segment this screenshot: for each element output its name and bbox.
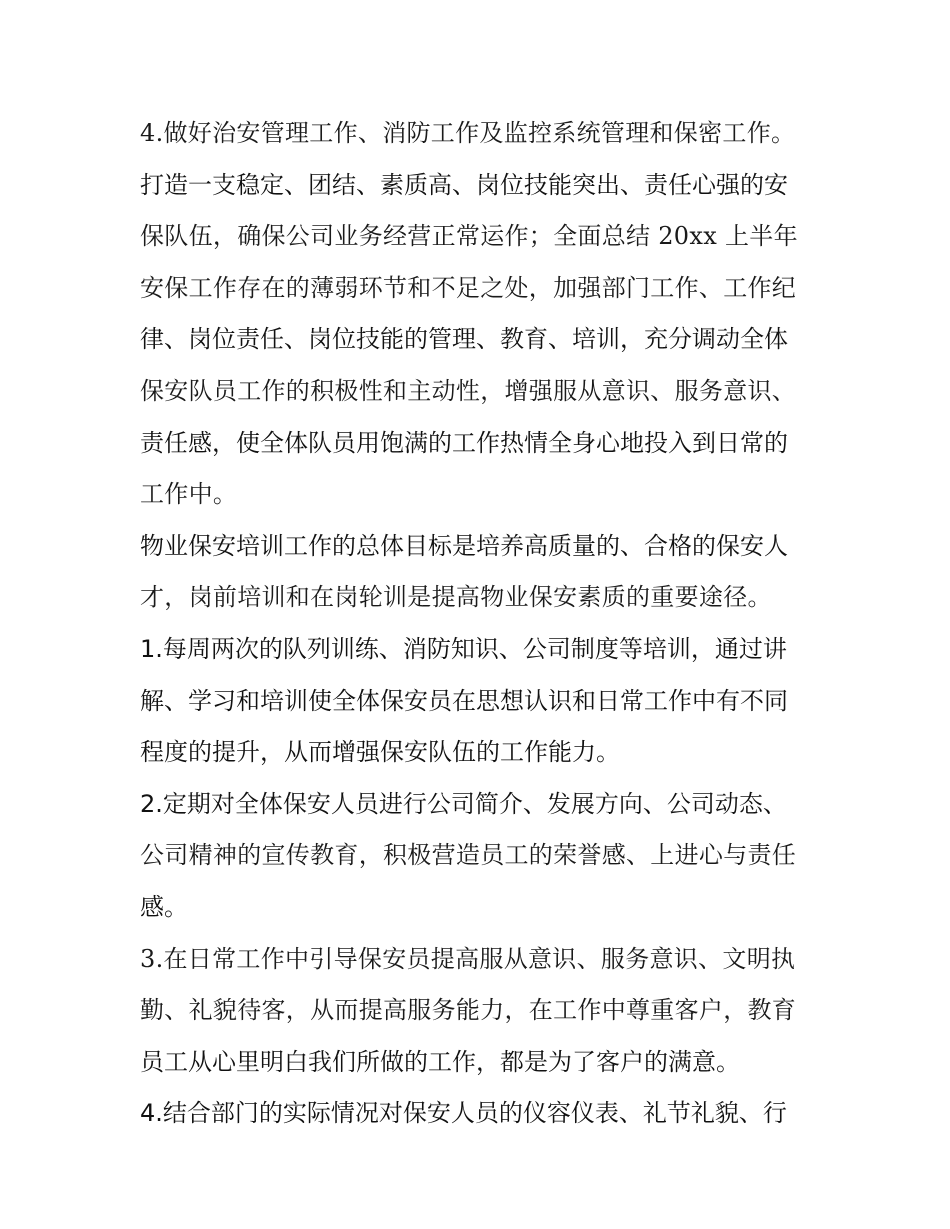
text-line: 安保工作存在的薄弱环节和不足之处，加强部门工作、工作纪 (140, 273, 797, 302)
document-body (140, 108, 820, 1140)
text-line: 4.做好治安管理工作、消防工作及监控系统管理和保密工作。 (140, 119, 796, 147)
text-line: 程度的提升，从而增强保安队伍的工作能力。 (140, 738, 620, 767)
text-line: 保安队员工作的积极性和主动性，增强服从意识、服务意识、 (140, 376, 797, 405)
text-line: 责任感，使全体队员用饱满的工作热情全身心地投入到日常的 (140, 428, 788, 457)
text-line: 打造一支稳定、团结、素质高、岗位技能突出、责任心强的安 (140, 170, 788, 199)
text-line: 物业保安培训工作的总体目标是培养高质量的、合格的保安人 (140, 531, 788, 560)
text-line: 员工从心里明白我们所做的工作，都是为了客户的满意。 (140, 1047, 740, 1076)
text-line: 1.每周两次的队列训练、消防知识、公司制度等培训，通过讲 (140, 634, 787, 663)
text-line: 保队伍，确保公司业务经营正常运作；全面总结 20xx 上半年 (140, 222, 798, 251)
text-line: 工作中。 (140, 480, 238, 509)
text-line: 勤、礼貌待客，从而提高服务能力，在工作中尊重客户，教育 (140, 996, 797, 1025)
text-line: 4.结合部门的实际情况对保安人员的仪容仪表、礼节礼貌、行 (140, 1099, 787, 1128)
text-line: 解、学习和培训使全体保安员在思想认识和日常工作中有不同 (140, 686, 788, 715)
text-line: 感。 (140, 892, 188, 921)
text-line: 公司精神的宣传教育，积极营造员工的荣誉感、上进心与责任 (140, 841, 797, 870)
text-line: 2.定期对全体保安人员进行公司简介、发展方向、公司动态、 (140, 789, 787, 818)
text-line: 才，岗前培训和在岗轮训是提高物业保安素质的重要途径。 (140, 583, 772, 612)
text-line: 3.在日常工作中引导保安员提高服从意识、服务意识、文明执 (140, 944, 796, 973)
text-line: 律、岗位责任、岗位技能的管理、教育、培训，充分调动全体 (140, 325, 788, 354)
